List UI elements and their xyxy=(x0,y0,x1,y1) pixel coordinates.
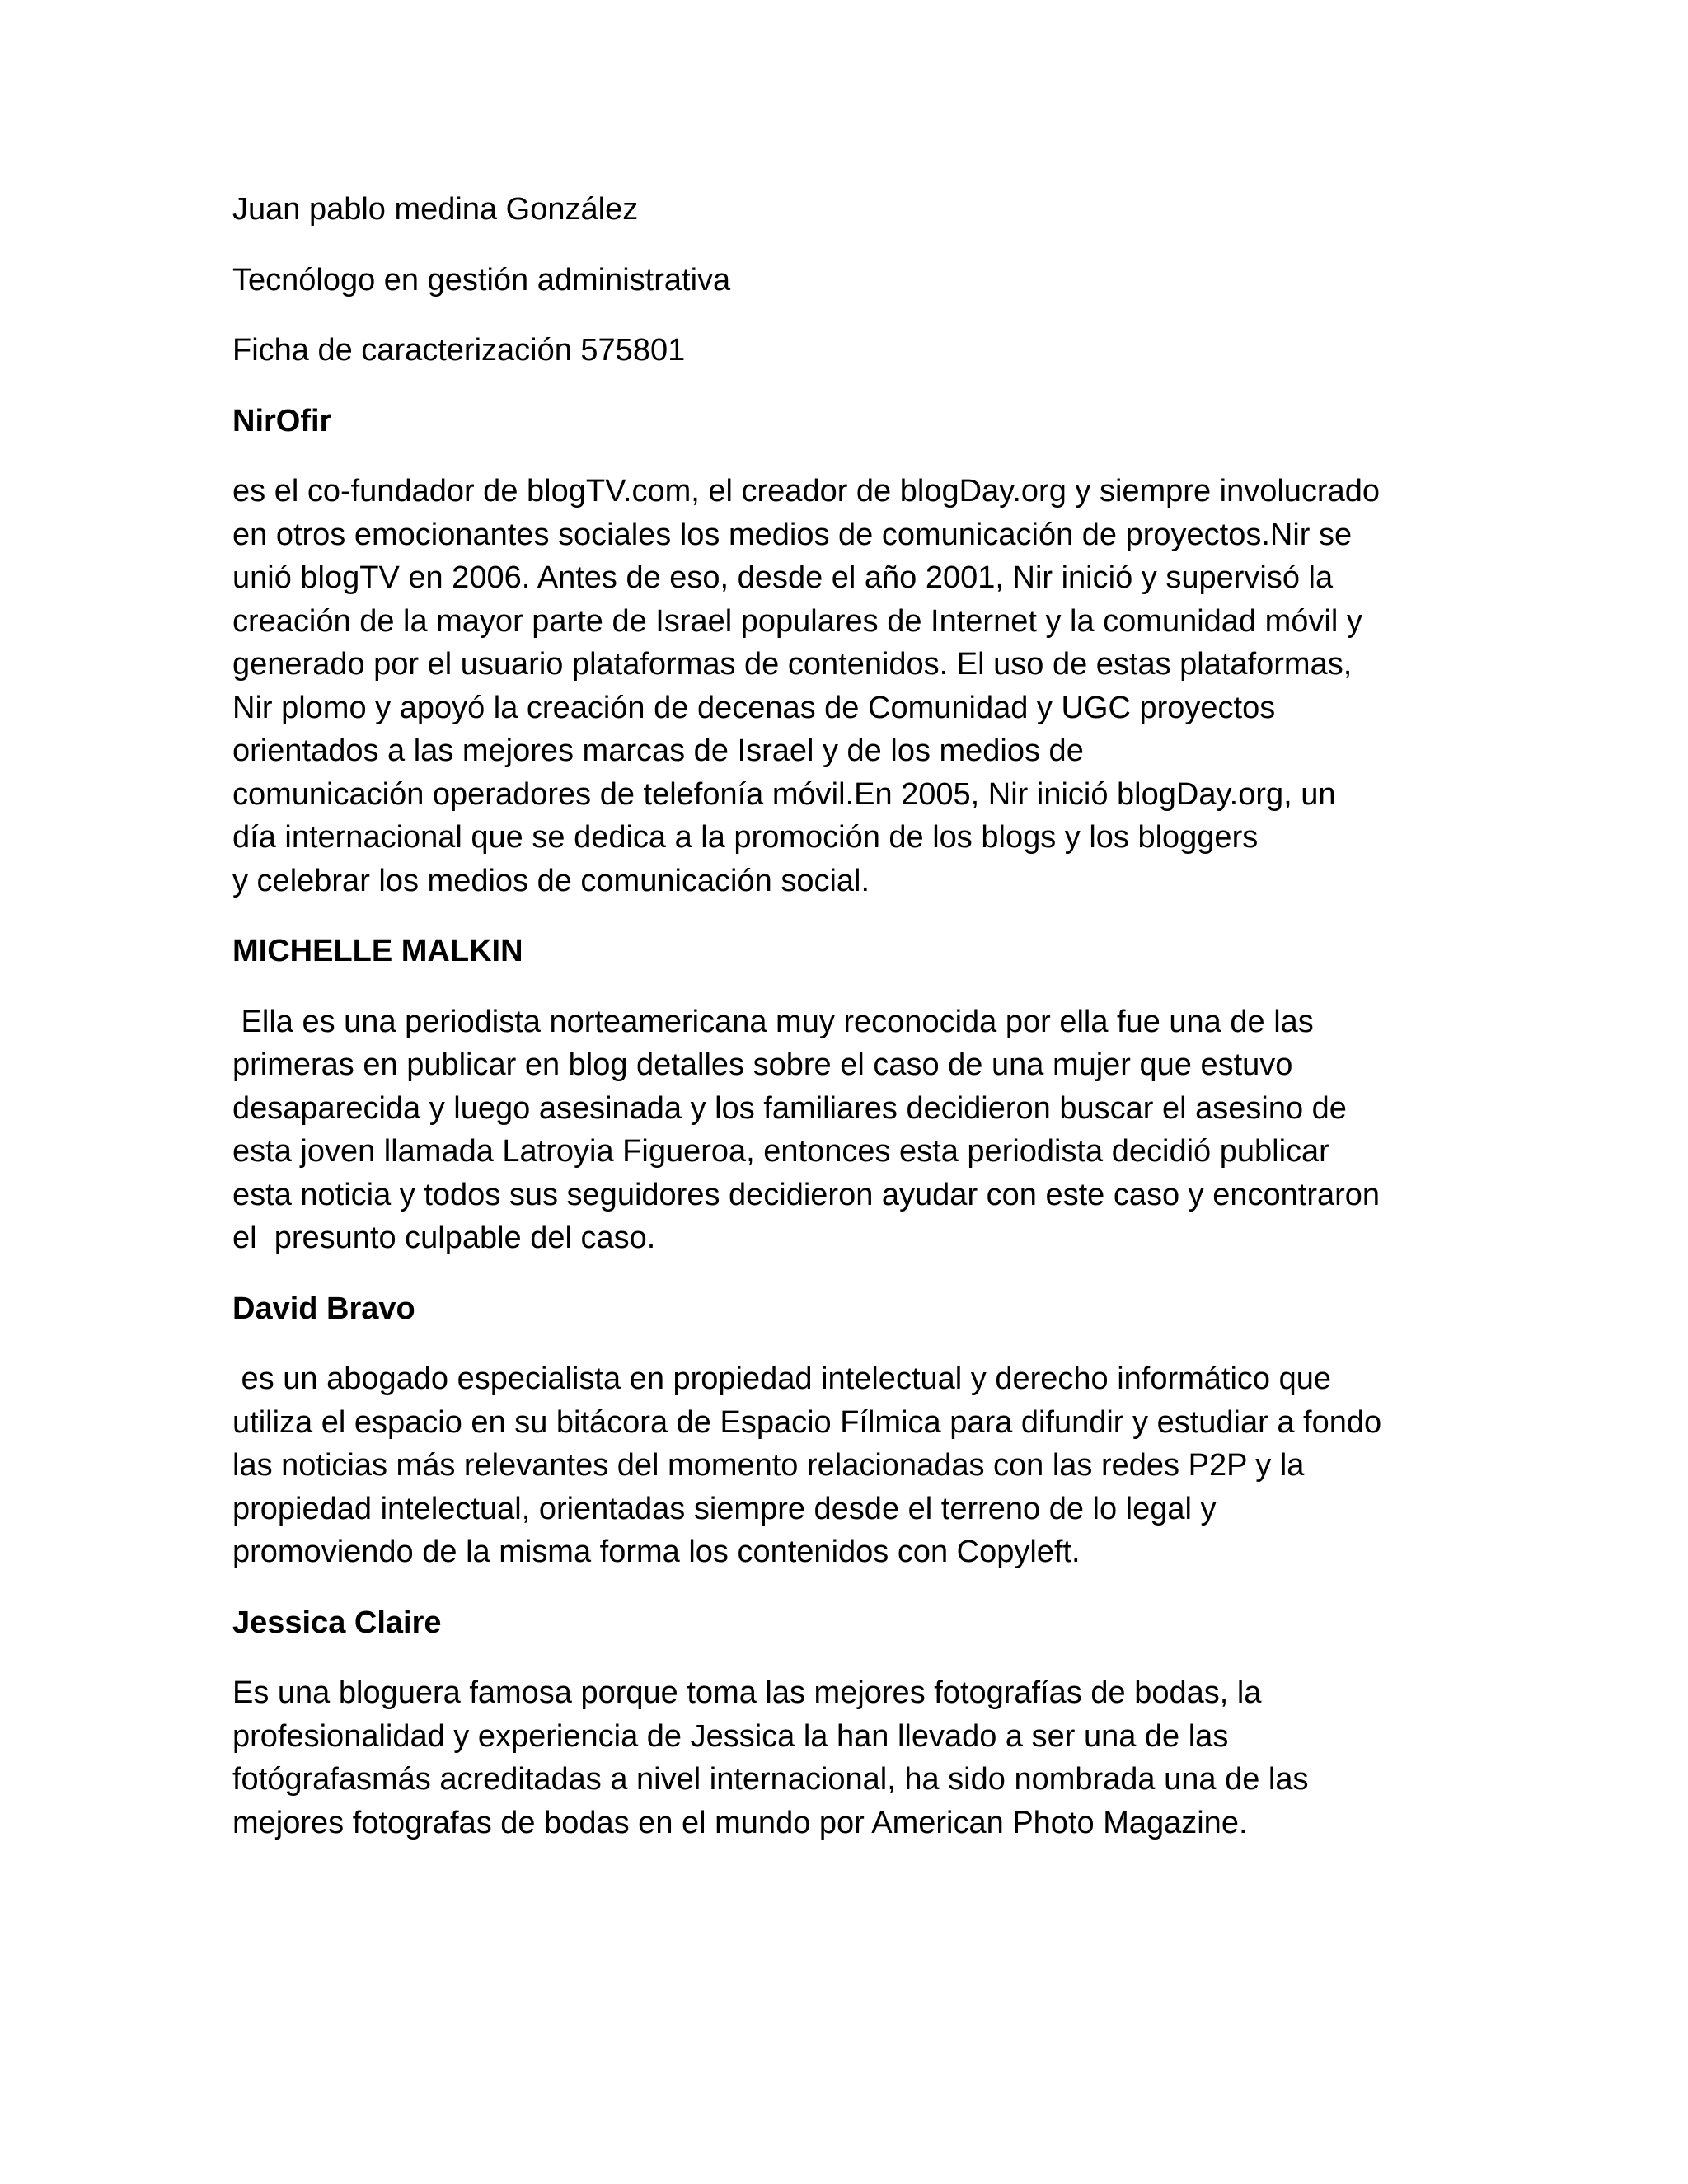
section-heading-jessica-claire: Jessica Claire xyxy=(232,1605,442,1640)
paragraph-line: es un abogado especialista en propiedad intelectual y derecho informático que xyxy=(232,1361,1332,1396)
paragraph-line: unió blogTV en 2006. Antes de eso, desde el año 2001, Nir inició y supervisó la xyxy=(232,560,1334,595)
paragraph-line: día internacional que se dedica a la promoción de los blogs y los bloggers xyxy=(232,820,1259,855)
ficha-number: Ficha de caracterización 575801 xyxy=(232,333,686,368)
author-name: Juan pablo medina González xyxy=(232,192,639,227)
paragraph-line: utiliza el espacio en su bitácora de Espacio Fílmica para difundir y estudiar a fondo xyxy=(232,1404,1382,1440)
section-heading-david-bravo: David Bravo xyxy=(232,1291,415,1326)
paragraph-line: mejores fotografas de bodas en el mundo por American Photo Magazine. xyxy=(232,1805,1248,1840)
paragraph-line: propiedad intelectual, orientadas siempre desde el terreno de lo legal y xyxy=(232,1491,1217,1526)
section-paragraph-david-bravo xyxy=(232,1357,1469,1574)
paragraph-line: profesionalidad y experiencia de Jessica la han llevado a ser una de las xyxy=(232,1718,1229,1754)
paragraph-line: Ella es una periodista norteamericana muy reconocida por ella fue una de las xyxy=(232,1004,1314,1039)
paragraph-line: en otros emocionantes sociales los medios de comunicación de proyectos.Nir se xyxy=(232,517,1353,552)
paragraph-line: orientados a las mejores marcas de Israel y de los medios de xyxy=(232,733,1084,768)
paragraph-line: las noticias más relevantes del momento relacionadas con las redes P2P y la xyxy=(232,1448,1305,1483)
paragraph-line: primeras en publicar en blog detalles sobre el caso de una mujer que estuvo xyxy=(232,1047,1293,1082)
section-paragraph-jessica-claire xyxy=(232,1671,1469,1844)
section-heading-nirofir: NirOfir xyxy=(232,403,332,438)
paragraph-line: el presunto culpable del caso. xyxy=(232,1221,656,1255)
paragraph-line: creación de la mayor parte de Israel populares de Internet y la comunidad móvil y xyxy=(232,603,1362,639)
paragraph-line: Es una bloguera famosa porque toma las mejores fotografías de bodas, la xyxy=(232,1675,1262,1710)
paragraph-line: es el co-fundador de blogTV.com, el creador de blogDay.org y siempre involucrado xyxy=(232,474,1380,509)
paragraph-line: y celebrar los medios de comunicación social. xyxy=(232,863,870,898)
program-name: Tecnólogo en gestión administrativa xyxy=(232,262,731,298)
paragraph-line: fotógrafasmás acreditadas a nivel internacional, ha sido nombrada una de las xyxy=(232,1762,1309,1797)
paragraph-line: esta joven llamada Latroyia Figueroa, entonces esta periodista decidió publicar xyxy=(232,1134,1329,1169)
paragraph-line: promoviendo de la misma forma los contenidos con Copyleft. xyxy=(232,1535,1081,1569)
section-heading-michelle-malkin: MICHELLE MALKIN xyxy=(232,934,523,968)
paragraph-line: comunicación operadores de telefonía móvil.En 2005, Nir inició blogDay.org, un xyxy=(232,776,1336,812)
document-body xyxy=(232,188,1469,1872)
paragraph-line: generado por el usuario plataformas de contenidos. El uso de estas plataformas, xyxy=(232,647,1353,682)
paragraph-line: esta noticia y todos sus seguidores decidieron ayudar con este caso y encontraron xyxy=(232,1177,1381,1212)
paragraph-line: Nir plomo y apoyó la creación de decenas de Comunidad y UGC proyectos xyxy=(232,690,1276,725)
section-paragraph-michelle-malkin xyxy=(232,1001,1469,1260)
paragraph-line: desaparecida y luego asesinada y los familiares decidieron buscar el asesino de xyxy=(232,1090,1347,1126)
section-paragraph-nirofir xyxy=(232,470,1469,902)
